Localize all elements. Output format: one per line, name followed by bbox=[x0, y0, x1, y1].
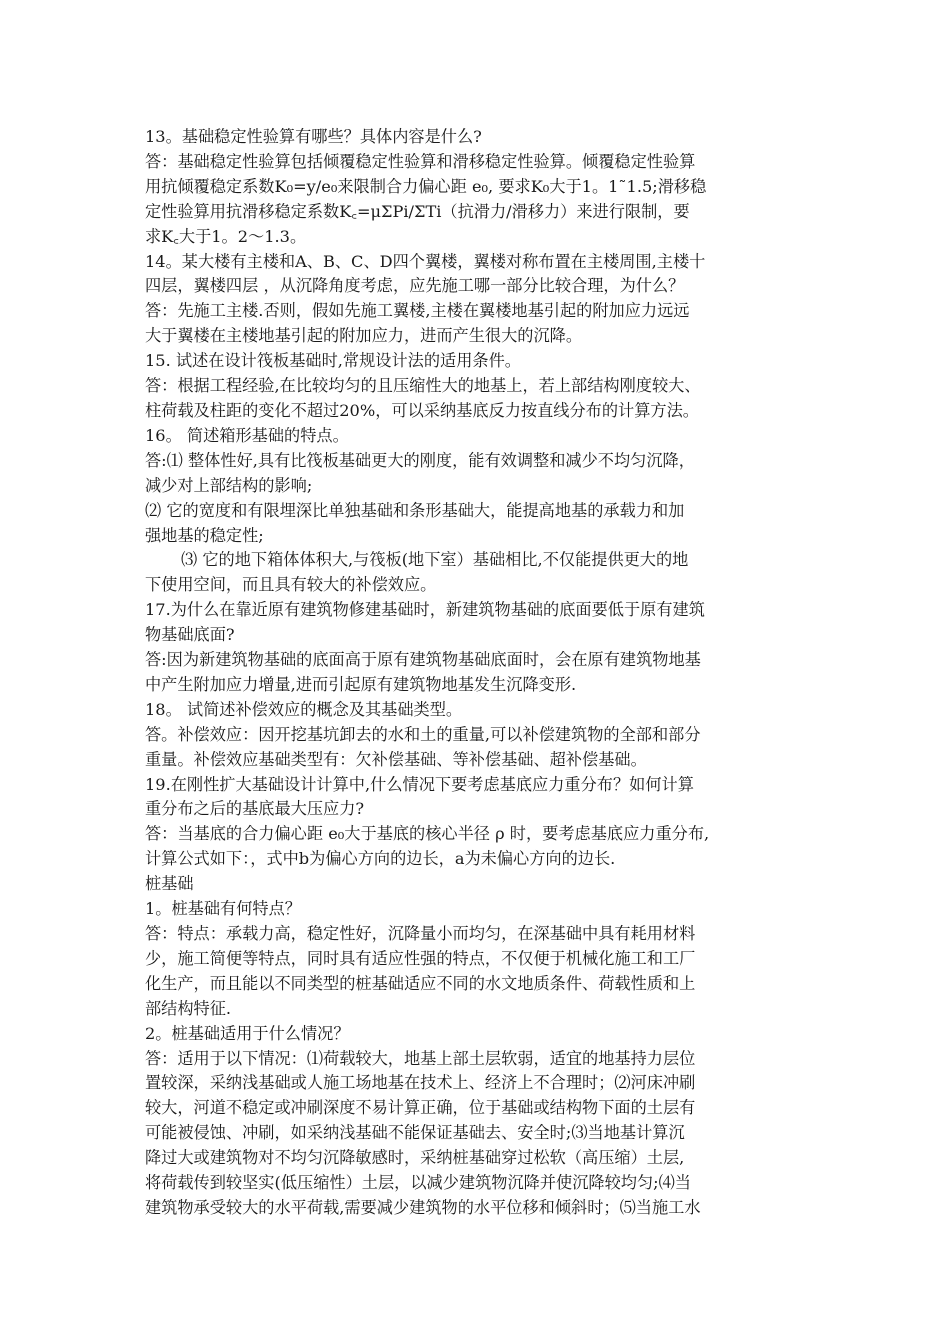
text-line: 答:⑴ 整体性好,具有比筏板基础更大的刚度，能有效调整和减少不均匀沉降， bbox=[145, 450, 695, 470]
text-line: 下使用空间，而且具有较大的补偿效应。 bbox=[145, 575, 437, 595]
text-line: 19.在刚性扩大基础设计计算中,什么情况下要考虑基底应力重分布？如何计算 bbox=[145, 774, 694, 794]
text-line: 16。 简述箱形基础的特点。 bbox=[145, 425, 349, 445]
text-line: 重量。补偿效应基础类型有：欠补偿基础、等补偿基础、超补偿基础。 bbox=[145, 749, 647, 769]
text-line: 降过大或建筑物对不均匀沉降敏感时，采纳桩基础穿过松软（高压缩）土层, bbox=[145, 1148, 685, 1168]
text-line: 减少对上部结构的影响; bbox=[145, 475, 313, 495]
text-line: 答:因为新建筑物基础的底面高于原有建筑物基础底面时，会在原有建筑物地基 bbox=[145, 650, 701, 670]
text-line: 强地基的稳定性; bbox=[145, 525, 264, 545]
text-line: 物基础底面? bbox=[145, 625, 235, 645]
text-line: 答：当基底的合力偏心距 e₀大于基底的核心半径 ρ 时，要考虑基底应力重分布, bbox=[145, 824, 710, 844]
text-line: 较大，河道不稳定或冲刷深度不易计算正确，位于基础或结构物下面的土层有 bbox=[145, 1098, 696, 1118]
text-line: 大于翼楼在主楼地基引起的附加应力，进而产生很大的沉降。 bbox=[145, 326, 583, 346]
text-line: 柱荷载及柱距的变化不超过20%，可以采纳基底反力按直线分布的计算方法。 bbox=[145, 400, 699, 420]
text-line: 15. 试述在设计筏板基础时,常规设计法的适用条件。 bbox=[145, 351, 521, 371]
text-line: ⑵ 它的宽度和有限埋深比单独基础和条形基础大，能提高地基的承载力和加 bbox=[145, 500, 685, 520]
text-line: 可能被侵蚀、冲刷，如采纳浅基础不能保证基础去、安全时;⑶当地基计算沉 bbox=[145, 1123, 685, 1143]
text-line: 置较深，采纳浅基础或人施工场地基在技术上、经济上不合理时；⑵河床冲刷 bbox=[145, 1073, 696, 1093]
text-line: 建筑物承受较大的水平荷载,需要减少建筑物的水平位移和倾斜时；⑸当施工水 bbox=[145, 1197, 701, 1217]
text-line: 答：根据工程经验,在比较均匀的且压缩性大的地基上，若上部结构刚度较大、 bbox=[145, 376, 701, 396]
text-line: 少，施工简便等特点，同时具有适应性强的特点，不仅便于机械化施工和工厂 bbox=[145, 948, 696, 968]
text-line: 答：先施工主楼.否则，假如先施工翼楼,主楼在翼楼地基引起的附加应力远远 bbox=[145, 301, 690, 321]
text-line: 14。某大楼有主楼和A、B、C、D四个翼楼，翼楼对称布置在主楼周围,主楼十 bbox=[145, 251, 706, 271]
text-line: 部结构特征. bbox=[145, 998, 232, 1018]
text-line: 四层，翼楼四层 ，从沉降角度考虑，应先施工哪一部分比较合理，为什么？ bbox=[145, 276, 685, 296]
text-line: 计算公式如下：，式中b为偏心方向的边长，a为未偏心方向的边长. bbox=[145, 849, 616, 869]
text-line: 用抗倾覆稳定系数K₀=y/e₀来限制合力偏心距 e₀, 要求K₀大于1。1˜1.5;滑移稳 bbox=[145, 176, 707, 196]
text-line: 化生产，而且能以不同类型的桩基础适应不同的水文地质条件、荷载性质和上 bbox=[145, 973, 696, 993]
text-line: 17.为什么在靠近原有建筑物修建基础时，新建筑物基础的底面要低于原有建筑 bbox=[145, 600, 705, 620]
text-line: 1。桩基础有何特点？ bbox=[145, 899, 301, 919]
text-line: 13。基础稳定性验算有哪些？具体内容是什么? bbox=[145, 127, 482, 146]
text-line: 答：适用于以下情况：⑴荷载较大，地基上部土层软弱，适宜的地基持力层位 bbox=[145, 1048, 696, 1068]
text-line: 定性验算用抗滑移稳定系数K꜀=μΣPi/ΣTi（抗滑力/滑移力）来进行限制，要 bbox=[145, 201, 690, 221]
text-line: 中产生附加应力增量,进而引起原有建筑物地基发生沉降变形. bbox=[145, 674, 577, 694]
text-line: 答：特点：承载力高，稳定性好，沉降量小而均匀，在深基础中具有耗用材料 bbox=[145, 924, 696, 943]
document-page bbox=[145, 125, 815, 1221]
text-line: ⑶ 它的地下箱体体积大,与筏板(地下室）基础相比,不仅能提供更大的地 bbox=[181, 550, 689, 570]
text-line: 求K꜀大于1。2～1.3。 bbox=[145, 226, 307, 246]
section-heading: 桩基础 bbox=[145, 874, 194, 894]
text-line: 重分布之后的基底最大压应力? bbox=[145, 799, 365, 819]
text-line: 答：基础稳定性验算包括倾覆稳定性验算和滑移稳定性验算。倾覆稳定性验算 bbox=[145, 151, 696, 171]
text-line: 2。桩基础适用于什么情况？ bbox=[145, 1023, 350, 1043]
text-line: 18。 试简述补偿效应的概念及其基础类型。 bbox=[145, 699, 463, 719]
text-line: 将荷载传到较坚实(低压缩性）土层，以减少建筑物沉降并使沉降较均匀;⑷当 bbox=[145, 1173, 691, 1193]
text-line: 答。补偿效应：因开挖基坑卸去的水和土的重量,可以补偿建筑物的全部和部分 bbox=[145, 724, 701, 744]
